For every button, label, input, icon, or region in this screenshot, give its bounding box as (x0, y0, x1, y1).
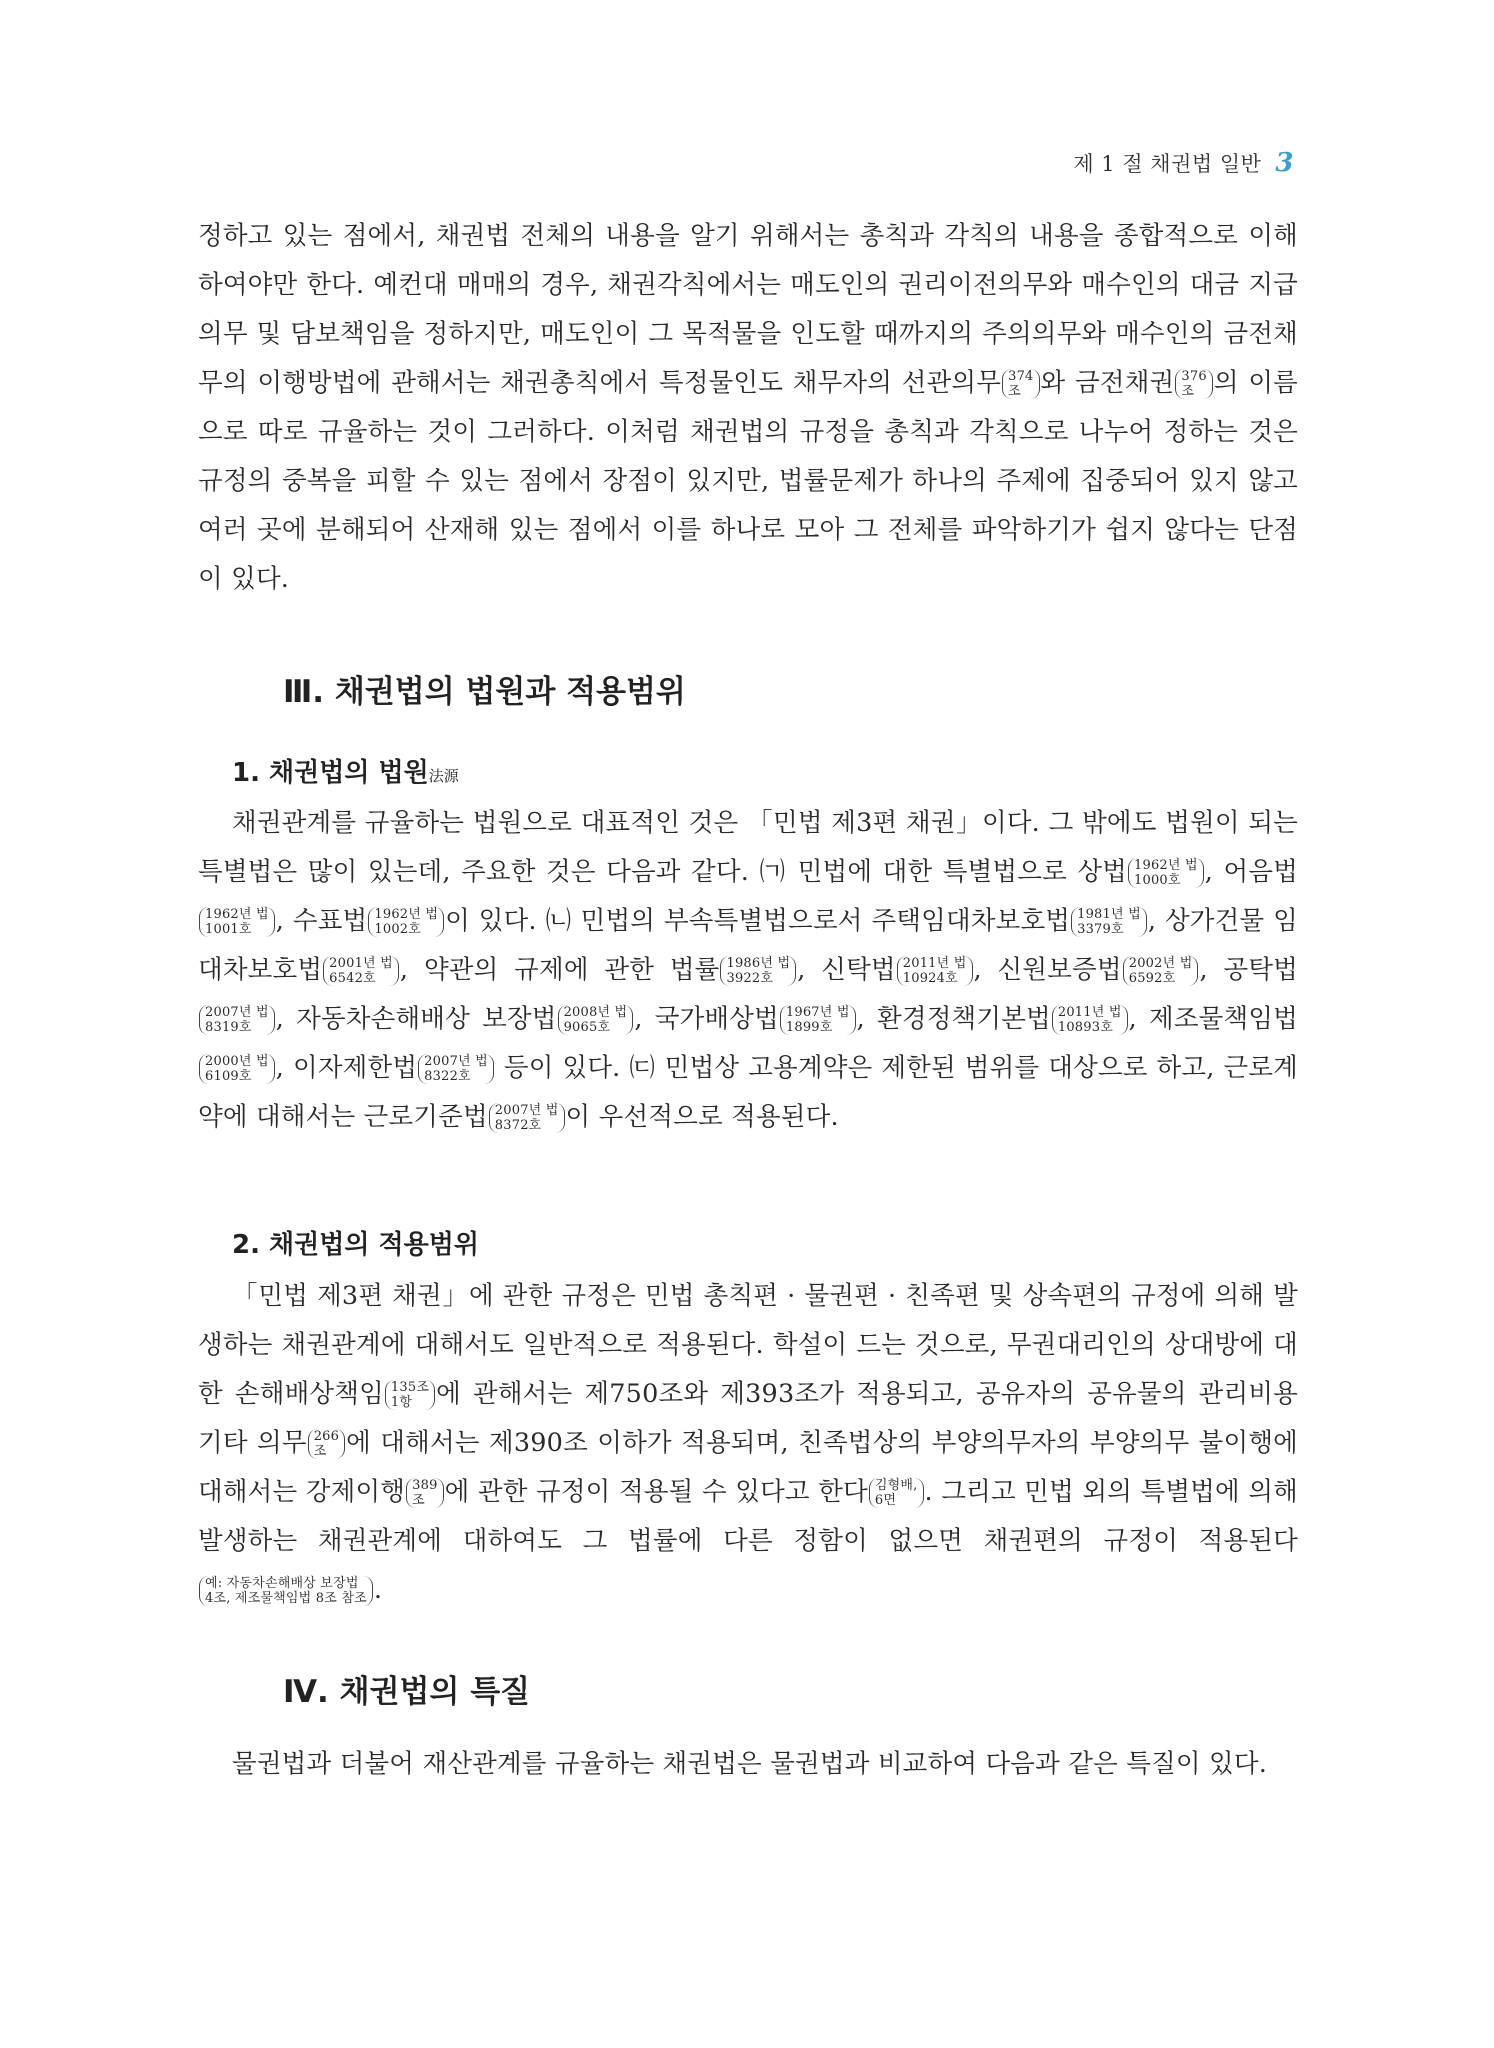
citation-line: 2001년 법 (329, 956, 393, 971)
inline-citation-note (418, 1054, 494, 1084)
citation-line: 1001호 (205, 922, 252, 937)
text-run: , 국가배상법 (634, 1004, 779, 1034)
text-run: . 그리고 민법 외의 특별법에 의해 발생하는 채권관계에 대하여도 그 법률에 다른 정함이 없으면 채권편의 규정이 적용된다 (198, 1477, 1298, 1556)
subsection-title-1-hanja: 法源 (428, 767, 459, 785)
chapter-title: 제 1 절 채권법 일반 (1073, 152, 1262, 176)
citation-line: 8322호 (424, 1069, 471, 1084)
citation-line: 김형배, (874, 1478, 918, 1493)
citation-line: 135조 (390, 1380, 430, 1395)
citation-line: 1962년 법 (1134, 858, 1198, 873)
citation-line: 3922호 (726, 971, 774, 986)
citation-line: 376 (1181, 369, 1207, 384)
text-run: 의 이름으로 따로 규율하는 것이 그러하다. 이처럼 채권법의 규정을 총칙과 각칙으로 나누어 정하는 것은 규정의 중복을 피할 수 있는 점에서 장점이 있지만, 법률문제가 하나의 주제에 집중되어 있지 않고 여러 곳에 분해되어 산재해 있는 점에서 이를 하나로 모아 그 전체를 파악하기가 쉽지 않다는 단점이 있다. (198, 368, 1298, 594)
text-run: 에 관해서는 제750조와 제393조가 적용되고, 공유자의 공유물의 관리비용 기타 의무 (198, 1379, 1299, 1458)
citation-line: 9065호 (563, 1020, 611, 1035)
text-run: , 상가건물 임대차보호법 (198, 906, 1298, 985)
citation-line: 10924호 (902, 971, 958, 986)
subsection-title-1 (232, 752, 459, 789)
paragraph-scope (198, 1272, 1298, 1615)
text-run: , 수표법 (275, 906, 368, 936)
citation-line: 3379호 (1077, 922, 1124, 937)
page-number: 3 (1275, 148, 1294, 178)
citation-line: 6542호 (329, 971, 376, 986)
citation-line: 예: 자동차손해배상 보장법 (205, 1576, 359, 1591)
inline-citation-note (1052, 1005, 1128, 1035)
inline-citation-note (1175, 369, 1212, 399)
subsection-title-1-text: 1. 채권법의 법원 (232, 758, 429, 788)
inline-citation-note (199, 907, 275, 937)
citation-line: 1000호 (1134, 873, 1181, 888)
text-run: , 신원보증법 (973, 955, 1122, 985)
subsection-title-2: 2. 채권법의 적용범위 (232, 1230, 479, 1260)
citation-line: 2011년 법 (1057, 1005, 1122, 1020)
citation-line: 2002년 법 (1128, 956, 1193, 971)
inline-citation-note (897, 956, 973, 986)
text-run: 정하고 있는 점에서, 채권법 전체의 내용을 알기 위해서는 총칙과 각칙의 내용을 종합적으로 이해하여야만 한다. 예컨대 매매의 경우, 채권각칙에서는 매도인의 권리이전의무와 매수인의 대금 지급의무 및 담보책임을 정하지만, 매도인이 그 목적물을 인도할 때까지의 주의의무와 매수인의 금전채무의 이행방법에 관해서는 채권총칙에서 특정물인도 채무자의 선관의무 (198, 221, 1298, 398)
citation-line: 389 (412, 1478, 438, 1493)
inline-citation-note (1002, 369, 1039, 399)
text-run: , 자동차손해배상 보장법 (275, 1004, 557, 1034)
citation-line: 266 (313, 1429, 340, 1444)
inline-citation-note (1123, 956, 1199, 986)
text-run: , 신탁법 (797, 955, 896, 985)
text-run: , 약관의 규제에 관한 법률 (399, 955, 720, 985)
inline-citation-note (199, 1005, 275, 1035)
text-run: 이 우선적으로 적용된다. (565, 1102, 839, 1132)
citation-line: 조 (313, 1444, 327, 1459)
paragraph-sources (198, 799, 1298, 1142)
citation-line: 1981년 법 (1077, 907, 1141, 922)
paragraph-intro (198, 212, 1298, 604)
inline-citation-note (1071, 907, 1147, 937)
citation-line: 2007년 법 (205, 1005, 269, 1020)
citation-line: 2008년 법 (563, 1005, 628, 1020)
citation-line: 1899호 (785, 1020, 833, 1035)
inline-citation-note (780, 1005, 856, 1035)
citation-line: 조 (1008, 384, 1021, 399)
citation-line: 조 (412, 1493, 425, 1508)
citation-line: 6면 (874, 1493, 897, 1508)
citation-line: 8319호 (205, 1020, 252, 1035)
text-run: 에 관한 규정이 적용될 수 있다고 한다 (444, 1477, 868, 1507)
section-title-3: Ⅲ. 채권법의 법원과 적용범위 (283, 674, 686, 710)
citation-line: 8372호 (494, 1118, 542, 1133)
inline-citation-note (199, 1054, 275, 1084)
inline-citation-note (199, 1576, 373, 1606)
inline-citation-note (406, 1478, 443, 1508)
citation-line: 2007년 법 (424, 1054, 488, 1069)
running-head (1073, 148, 1294, 178)
inline-citation-note (869, 1478, 924, 1508)
text-run: 물권법과 더불어 재산관계를 규율하는 채권법은 물권법과 비교하여 다음과 같은 특질이 있다. (232, 1749, 1268, 1779)
citation-line: 2000년 법 (205, 1054, 269, 1069)
citation-line: 1962년 법 (205, 907, 269, 922)
citation-line: 2011년 법 (902, 956, 967, 971)
inline-citation-note (368, 907, 444, 937)
inline-citation-note (308, 1429, 345, 1459)
text-run: , 공탁법 (1199, 955, 1298, 985)
citation-line: 2007년 법 (494, 1103, 559, 1118)
citation-line: 1986년 법 (726, 956, 791, 971)
citation-line: 조 (1181, 384, 1195, 399)
text-run: . (373, 1575, 383, 1605)
citation-line: 1항 (390, 1395, 413, 1410)
text-run: 「민법 제3편 채권」에 관한 규정은 민법 총칙편 · 물권편 · 친족편 및 상속편의 규정에 의해 발생하는 채권관계에 대해서도 일반적으로 적용된다. 학설이 드는 것으로, 무권대리인의 상대방에 대한 손해배상책임 (198, 1281, 1298, 1409)
text-run: 에 대해서는 제390조 이하가 적용되며, 친족법상의 부양의무자의 부양의무 불이행에 대해서는 강제이행 (198, 1428, 1298, 1507)
inline-citation-note (323, 956, 399, 986)
citation-line: 1002호 (374, 922, 422, 937)
citation-line: 6592호 (1128, 971, 1176, 986)
inline-citation-note (558, 1005, 634, 1035)
paragraph-characteristics (198, 1740, 1298, 1789)
inline-citation-note (489, 1103, 565, 1133)
text-run: 채권관계를 규율하는 법원으로 대표적인 것은 「민법 제3편 채권」이다. 그 밖에도 법원이 되는 특별법은 많이 있는데, 주요한 것은 다음과 같다. ㈀ 민법에 대한 특별법으로 상법 (198, 808, 1298, 887)
text-run: 이 있다. ㈁ 민법의 부속특별법으로서 주택임대차보호법 (445, 906, 1071, 936)
citation-line: 1967년 법 (785, 1005, 850, 1020)
citation-line: 374 (1008, 369, 1034, 384)
text-run: 등이 있다. ㈂ 민법상 고용계약은 제한된 범위를 대상으로 하고, 근로계약에 대해서는 근로기준법 (198, 1053, 1298, 1132)
text-run: 와 금전채권 (1040, 368, 1175, 398)
text-run: , 어음법 (1204, 857, 1298, 887)
text-run: , 제조물책임법 (1128, 1004, 1298, 1034)
text-run: , 환경정책기본법 (856, 1004, 1051, 1034)
section-title-4: Ⅳ. 채권법의 특질 (283, 1674, 531, 1710)
citation-line: 4조, 제조물책임법 8조 참조 (205, 1591, 367, 1606)
citation-line: 1962년 법 (374, 907, 439, 922)
citation-line: 10893호 (1057, 1020, 1113, 1035)
inline-citation-note (720, 956, 796, 986)
citation-line: 6109호 (205, 1069, 252, 1084)
text-run: , 이자제한법 (275, 1053, 418, 1083)
inline-citation-note (385, 1380, 435, 1410)
inline-citation-note (1128, 858, 1204, 888)
